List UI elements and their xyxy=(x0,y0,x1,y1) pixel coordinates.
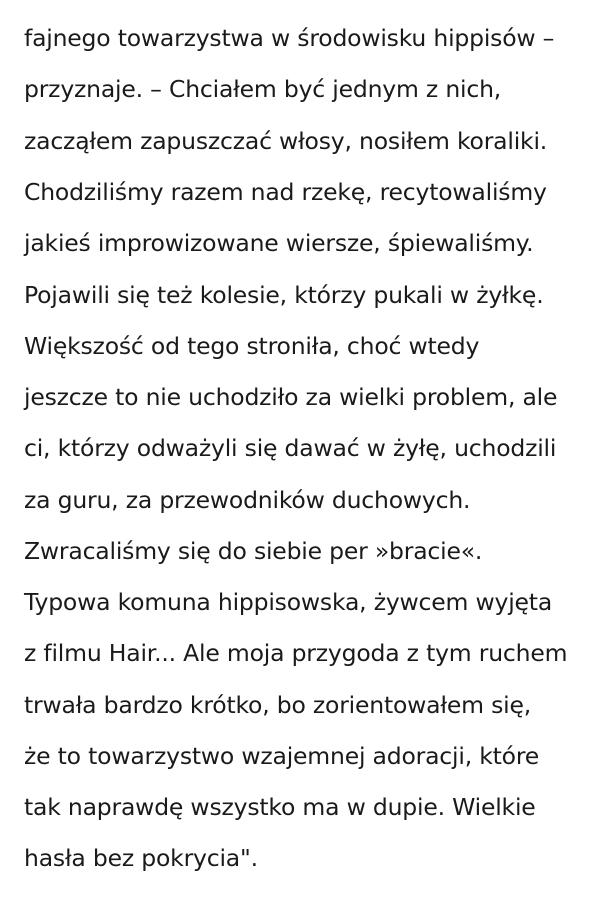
paragraph-line-17: hasła bez pokrycia". xyxy=(24,844,258,872)
paragraph-line-4: Chodziliśmy razem nad rzekę, recytowaliśmy xyxy=(24,178,547,206)
paragraph-line-8: jeszcze to nie uchodziło za wielki problem, ale xyxy=(24,383,558,411)
paragraph-line-10: za guru, za przewodników duchowych. xyxy=(24,486,471,514)
paragraph-line-12: Typowa komuna hippisowska, żywcem wyjęta xyxy=(24,588,553,616)
paragraph-line-5: jakieś improwizowane wiersze, śpiewaliśmy. xyxy=(24,229,534,257)
paragraph-line-11: Zwracaliśmy się do siebie per »bracie«. xyxy=(24,537,483,565)
paragraph-line-6: Pojawili się też kolesie, którzy pukali w żyłkę. xyxy=(24,281,544,309)
paragraph-line-2: przyznaje. – Chciałem być jednym z nich, xyxy=(24,75,502,103)
paragraph-line-13: z filmu Hair... Ale moja przygoda z tym ruchem xyxy=(24,639,568,667)
paragraph-line-14: trwała bardzo krótko, bo zorientowałem się, xyxy=(24,691,531,719)
paragraph-line-3: zacząłem zapuszczać włosy, nosiłem koraliki. xyxy=(24,127,548,155)
paragraph-line-1: fajnego towarzystwa w środowisku hippisów – xyxy=(24,24,555,52)
paragraph-line-16: tak naprawdę wszystko ma w dupie. Wielkie xyxy=(24,793,536,821)
paragraph-line-9: ci, którzy odważyli się dawać w żyłę, uchodzili xyxy=(24,434,557,462)
paragraph-line-15: że to towarzystwo wzajemnej adoracji, które xyxy=(24,742,540,770)
paragraph-line-7: Większość od tego stroniła, choć wtedy xyxy=(24,332,480,360)
